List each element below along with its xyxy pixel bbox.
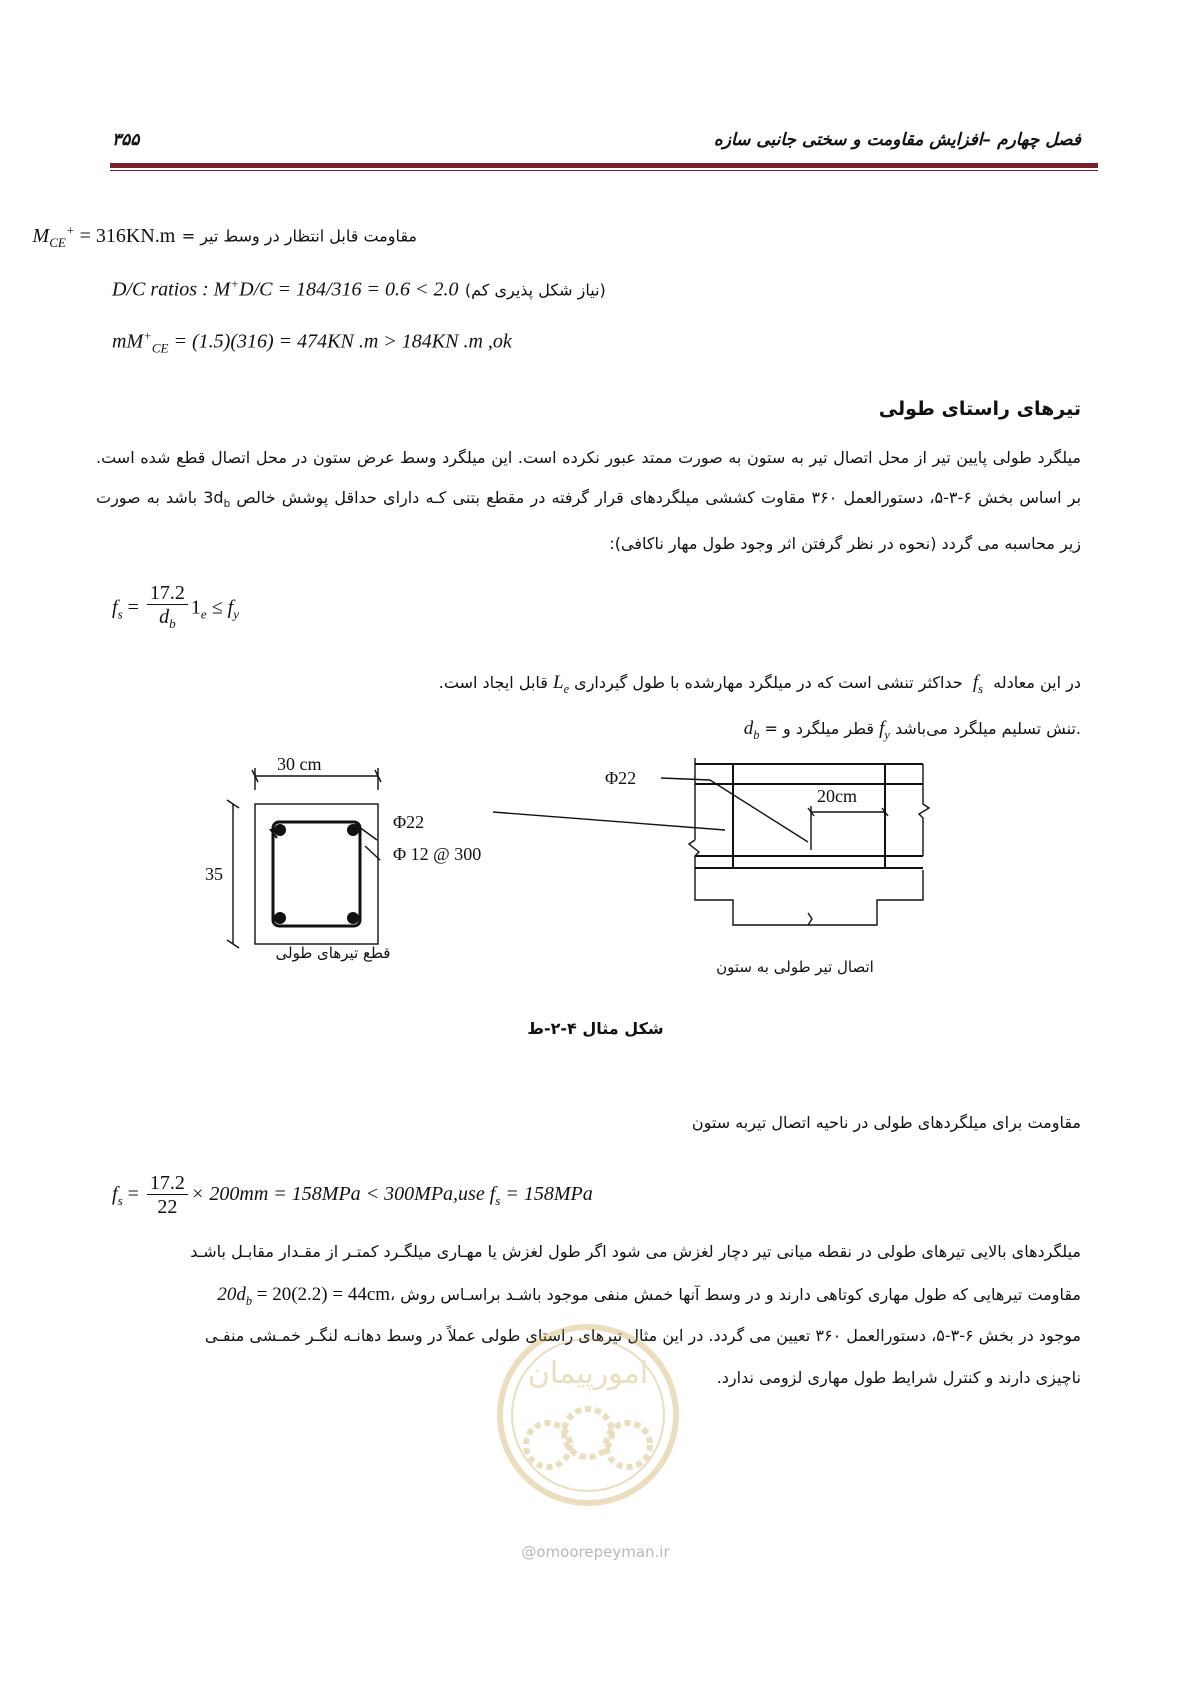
para2-line-1: میلگردهای بالایی تیرهای طولی در نقطه میانی تیر دچار لغزش می شود اگر طول لغزش یا مهـاری میلگـرد کمتـر از مقـدار مقابـل باشـد [190,1242,1081,1261]
def2-b: تنش تسلیم میلگرد می‌باشد. [894,719,1081,738]
figure-beam-section [205,750,1005,1000]
eq1-m: M [32,224,50,247]
break-mark [808,913,812,925]
leader-bar-right [661,778,710,780]
beam-end-right [919,764,929,856]
f1-eq: = [127,596,139,619]
f1-tail-sub: e [200,606,207,622]
eq2-note: (نیاز شکل پذیری کم) [464,280,606,300]
header-rule [110,163,1098,168]
rebar-top-left [274,824,286,836]
eq2-lhs: D/C ratios : M [112,278,231,301]
f2-den: 22 [157,1196,178,1218]
figure-caption: شکل مثال ۴-۲-ط [527,1019,664,1038]
gear-icon [526,1423,570,1467]
para1-text: میلگرد طولی پایین تیر از محل اتصال تیر به ستون به صورت ممتد عبور نکرده است. این میلگرد وسط عرض ستون در محل اتصال قطع شده است. بر اساس بخش ۶-۳-۵، دستورالعمل ۳۶۰ مقاوت کششی میلگردهای قرار گرفته در مقطع بتنی کـه دارای حداقل پوشش خالص 3d [96,448,1082,507]
def1-L: $L_e$ [553,672,570,696]
def2-f: $f_y$ [879,718,890,742]
f1-fraction [147,582,188,636]
rebar-bottom-right [347,912,359,924]
eq3-sup: + [143,328,152,343]
rebar-top-right [347,824,359,836]
f1-den: d [159,606,170,628]
column-outline [689,840,923,925]
header-rule-thin [110,170,1098,171]
eq2-sup: + [230,276,240,291]
chapter-title: فصل چهارم –افزایش مقاومت و سختی جانبی سازه [713,130,1081,150]
part2-intro: مقاومت برای میلگردهای طولی در ناحیه اتصال تیربه ستون [691,1113,1081,1132]
formula-1 [112,582,239,636]
eq2-rhs: D/C = 184/316 = 0.6 < 2.0 [239,278,459,301]
leader-stirrup-long [493,812,725,830]
def1-a: در این معادله [993,673,1081,692]
f2-fraction [147,1172,188,1219]
label-stirrup: Φ 12 @ 300 [393,844,482,864]
rebar-bottom-left [274,912,286,924]
equation-2 [112,276,606,302]
label-lap: 20cm [817,786,857,806]
eq3-rhs: = (1.5)(316) = 474KN .m > 184KN .m ,ok [173,330,512,353]
seal-text: امورپیمان [527,1356,649,1391]
definition-line-2 [744,718,1081,743]
label-right-caption: اتصال تیر طولی به ستون [716,958,874,976]
f1-den-sub: b [169,616,176,631]
eq1-math [32,222,176,250]
para2-math: $20d_b = 20(2.2) = 44cm$ [217,1284,391,1308]
paragraph-1 [96,438,1081,564]
watermark-url: @omoorepeyman.ir [521,1543,670,1561]
f2-num: 17.2 [147,1172,188,1195]
f2-rhs: × 200mm = 158MPa < 300MPa,use [190,1183,490,1206]
def1-c: قابل ایجاد است. [438,673,548,692]
label-section-height: 35 [205,864,223,884]
eq3-lhs: mM [112,330,144,353]
label-bar-main: Φ22 [393,812,425,832]
stirrup-outline [273,822,360,926]
label-bar-main-right: Φ22 [605,768,637,788]
label-left-caption: قطع تیرهای طولی [275,944,391,962]
eq1-sup: + [65,222,75,237]
label-section-width: 30 cm [277,754,322,774]
para2-l2-text: ، مقاومت تیرهایی که طول مهاری کوتاهی دارند و در وسط آنها خمش منفی موجود باشـد براسـاس روش [390,1285,1081,1304]
f1-tail: 1 [190,596,201,619]
para2-line-3: موجود در بخش ۶-۳-۵، دستورالعمل ۳۶۰ تعیین می گردد. در این مثال تیرهای راستای طولی عملاً در وسط دهانـه لنگـر خمـشی منفـی [204,1326,1081,1345]
eq1-sub: CE [49,234,66,250]
f1-lhs: f [112,596,118,619]
eq1-rhs: = 316KN.m [79,224,176,247]
f1-num: 17.2 [147,582,188,605]
para1-end: باشد به صورت زیر محاسبه می گردد (نحوه در نظر گرفتن اثر وجود طول مهار ناکافی): [96,488,1081,554]
bar-lap-diagonal [710,780,808,842]
formula-2: $f_s$ = $\frac{17.2}{22}$ × 200mm = 158MPa < 300MPa,use $f_s = 158MPa$ [112,1172,593,1218]
para1-sub: b [223,498,231,511]
definition-line-1 [439,672,1081,697]
page-number: ۳۵۵ [112,130,140,150]
seal-ring [500,1327,676,1503]
f2-rhs-end: = 158MPa [500,1183,593,1206]
equation-1 [17,222,417,251]
equation-3 [112,328,512,357]
eq1-label: مقاومت قابل انتظار در وسط تیر = [181,226,417,246]
eq3-sub: CE [151,340,169,356]
f1-rel-sub: y [233,606,240,622]
para2-line-4: ناچیزی دارند و کنترل شرایط طول مهاری لزومی ندارد. [716,1368,1081,1387]
section-heading: تیرهای راستای طولی [878,398,1081,420]
def2-a: = قطر میلگرد و [764,719,874,738]
def2-d: $d_b$ [743,718,760,742]
def1-b: حداکثر تنشی است که در میلگرد مهارشده با طول گیرداری [574,673,963,692]
f1-lhs-sub: s [117,606,123,622]
f2-rhs-fsub: s [495,1193,501,1209]
gear-icon [606,1423,650,1467]
f2-lhs: f [112,1183,118,1206]
watermark-seal [488,1305,688,1515]
def1-f: $f_s$ [972,672,983,696]
f1-rel: ≤ f [211,596,234,619]
f2-rhs-f: f [489,1183,496,1206]
f2-lhs-sub: s [117,1193,123,1209]
